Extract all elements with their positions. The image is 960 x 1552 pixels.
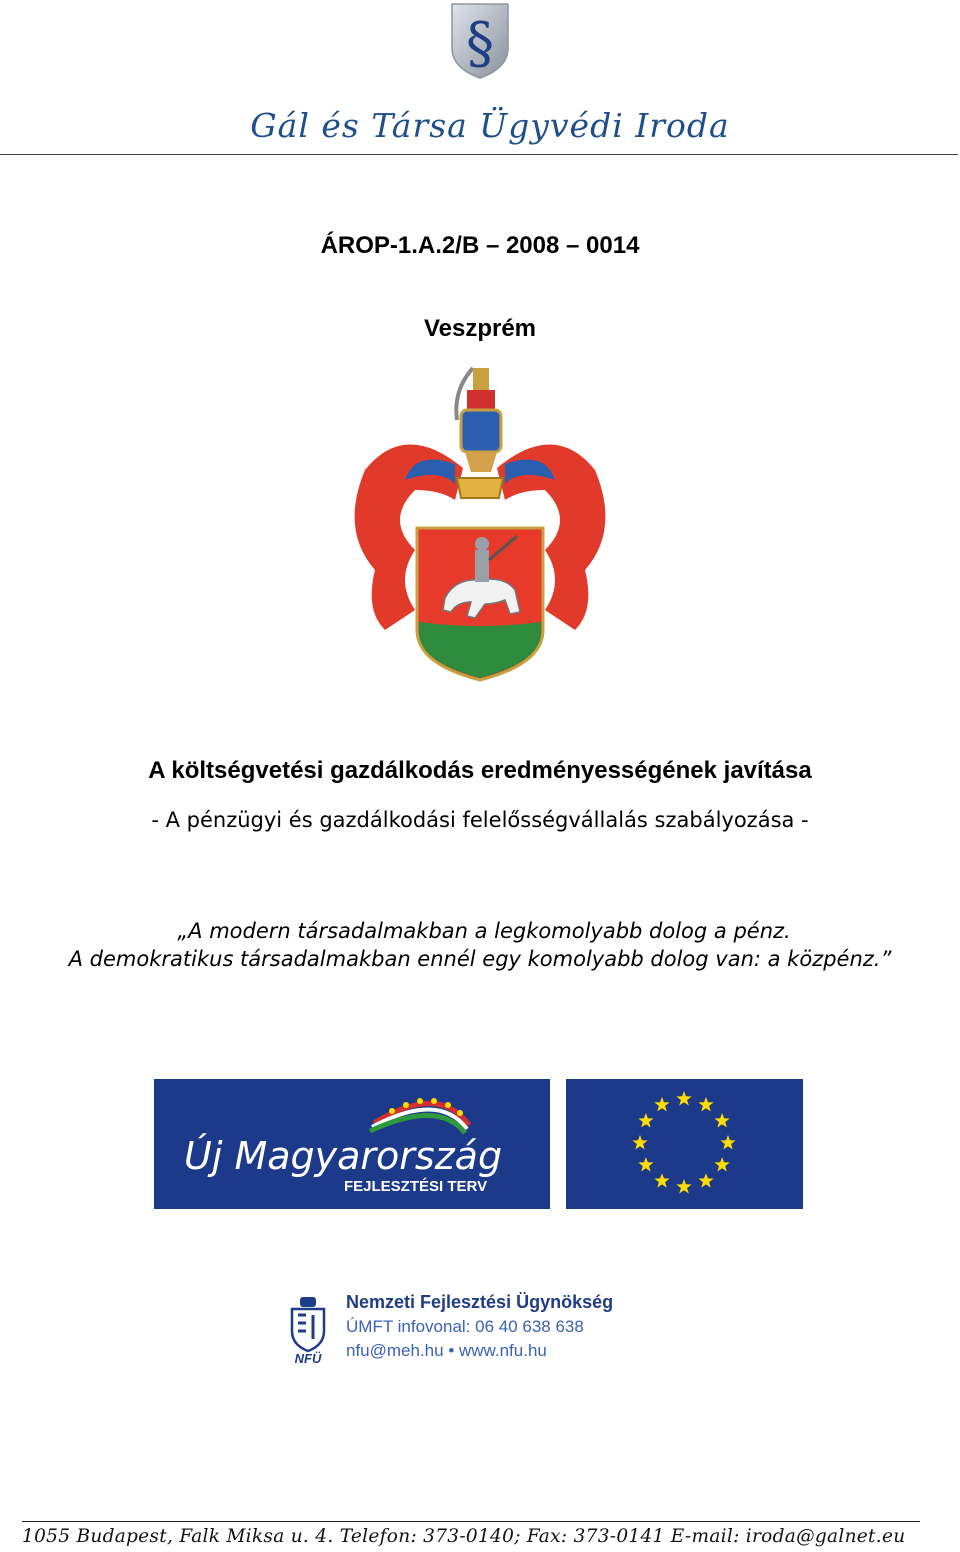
header-divider <box>0 154 958 155</box>
footer-address: 1055 Budapest, Falk Miksa u. 4. Telefon: 373-0140; Fax: 373-0141 E-mail: iroda@galnet.eu <box>22 1526 906 1547</box>
umft-tagline: FEJLESZTÉSI TERV <box>344 1178 488 1195</box>
eu-star-icon <box>638 1157 653 1172</box>
document-title: A költségvetési gazdálkodás eredményességének javítása <box>148 757 812 784</box>
eu-star-icon <box>638 1113 653 1128</box>
nfu-info-block <box>346 1292 613 1361</box>
project-code: ÁROP-1.A.2/B – 2008 – 0014 <box>320 232 640 259</box>
eu-flag-icon <box>566 1079 803 1209</box>
city-name: Veszprém <box>423 315 537 342</box>
nfu-name: Nemzeti Fejlesztési Ügynökség <box>346 1292 614 1312</box>
firm-name: Gál és Társa Ügyvédi Iroda <box>250 106 730 145</box>
eu-star-icon <box>654 1097 669 1112</box>
section-sign-glyph: § <box>466 11 494 76</box>
eu-star-icon <box>715 1157 730 1172</box>
nfu-emblem-label: NFÜ <box>294 1351 322 1365</box>
hungarian-crest-icon <box>284 1295 332 1365</box>
eu-star-icon <box>720 1135 735 1150</box>
eu-star-icon <box>654 1173 669 1188</box>
eu-star-icon <box>676 1179 691 1194</box>
eu-star-icon <box>632 1135 647 1150</box>
eu-star-icon <box>698 1097 713 1112</box>
quote-line-1: „A modern társadalmakban a legkomolyabb dolog a pénz. <box>177 919 791 943</box>
footer-divider <box>22 1521 920 1522</box>
uj-magyarorszag-logo <box>154 1079 550 1209</box>
nfu-contact: nfu@meh.hu • www.nfu.hu <box>346 1341 547 1360</box>
umft-wordmark: Új Magyarország <box>184 1134 503 1178</box>
eu-star-icon <box>676 1091 691 1106</box>
eu-star-icon <box>715 1113 730 1128</box>
section-sign-shield-icon <box>449 2 511 80</box>
quote-line-2: A demokratikus társadalmakban ennél egy komolyabb dolog van: a közpénz.” <box>68 947 892 971</box>
document-subtitle: - A pénzügyi és gazdálkodási felelősségvállalás szabályozása - <box>151 808 809 832</box>
veszprem-county-coat-of-arms-icon <box>345 360 615 690</box>
nfu-infoline: ÚMFT infovonal: 06 40 638 638 <box>346 1317 584 1336</box>
eu-star-icon <box>698 1173 713 1188</box>
